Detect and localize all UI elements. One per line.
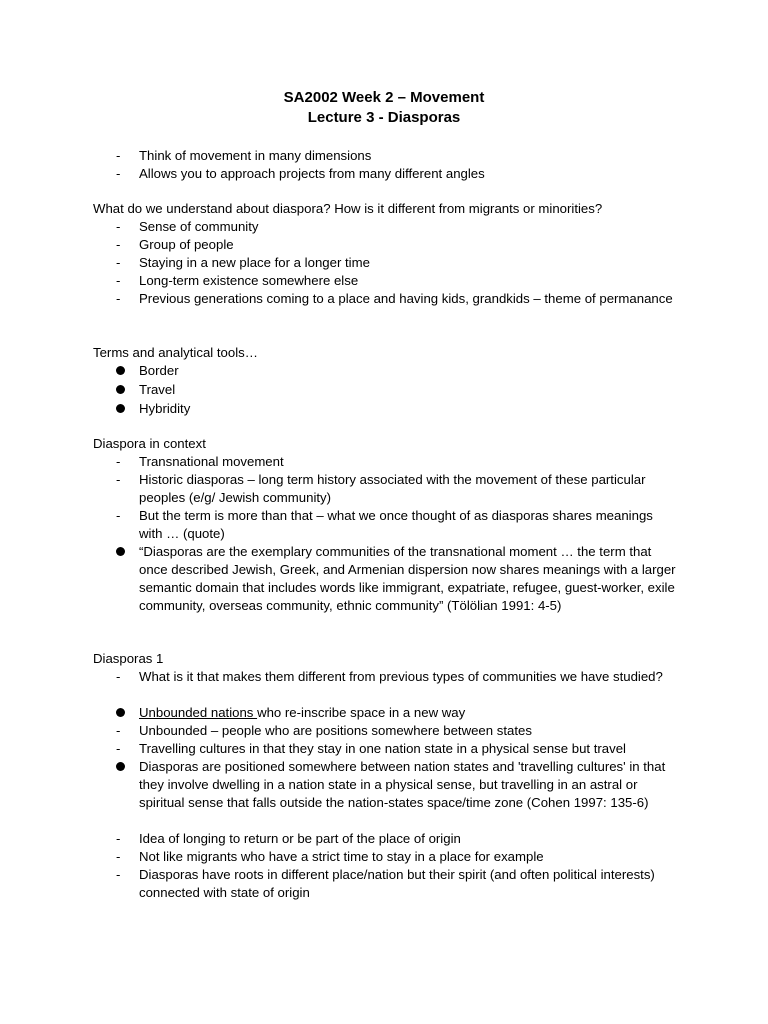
list-item-text: Historic diasporas – long term history associated with the movement of these particular peoples (e/g/ Jewish community) — [139, 472, 646, 505]
section-heading: Diasporas 1 — [93, 651, 164, 666]
dash-marker: - — [116, 508, 121, 523]
dash-marker: - — [116, 454, 121, 469]
list-item-text: What is it that makes them different from previous types of communities we have studied? — [139, 669, 663, 684]
dash-marker: - — [116, 148, 121, 163]
list-item-text: Idea of longing to return or be part of the place of origin — [139, 831, 461, 846]
list-item-text: Diasporas have roots in different place/nation but their spirit (and often political interests) connected with state of origin — [139, 867, 655, 900]
bullet-marker — [116, 404, 125, 413]
list-item-text: Group of people — [139, 237, 234, 252]
list-item-text: Diasporas are positioned somewhere between nation states and 'travelling cultures' in that they involve dwelling in a nation state in a physical sense, but travelling in an astral or spiritual sense that falls outside the nation-states space/time zone (Cohen 1997: 135-6) — [139, 759, 666, 810]
underlined-term: Unbounded nations — [139, 705, 258, 720]
dash-marker: - — [116, 237, 121, 252]
dash-marker: - — [116, 273, 121, 288]
list-item-text: Staying in a new place for a longer time — [139, 255, 370, 270]
quote-text: “Diasporas are the exemplary communities of the transnational moment … the term that once described Jewish, Greek, and Armenian dispersion now shares meanings with a larger semantic domain that includes words like immigrant, expatriate, refugee, guest-worker, exile community, overseas community, ethnic community” (Tölölian 1991: 4-5) — [139, 544, 676, 613]
list-item-text: Think of movement in many dimensions — [139, 148, 372, 163]
list-item-text: Border — [139, 363, 179, 378]
bullet-marker — [116, 708, 125, 717]
list-item-text: Sense of community — [139, 219, 259, 234]
dash-marker: - — [116, 255, 121, 270]
dash-marker: - — [116, 669, 121, 684]
list-item-text: Allows you to approach projects from many different angles — [139, 166, 485, 181]
list-item-text: Travel — [139, 382, 176, 397]
dash-marker: - — [116, 472, 121, 487]
section-heading: Terms and analytical tools… — [93, 345, 258, 360]
list-item-text: Travelling cultures in that they stay in one nation state in a physical sense but travel — [139, 741, 626, 756]
list-item-text: Unbounded – people who are positions somewhere between states — [139, 723, 532, 738]
bullet-marker — [116, 366, 125, 375]
lecture-subtitle: Lecture 3 - Diasporas — [307, 109, 461, 126]
section-heading: Diaspora in context — [93, 436, 206, 451]
dash-marker: - — [116, 741, 121, 756]
list-item-text: But the term is more than that – what we once thought of as diasporas shares meanings with … (quote) — [139, 508, 653, 541]
dash-marker: - — [116, 867, 121, 882]
document-title: SA2002 Week 2 – Movement — [283, 89, 485, 106]
list-item-text: Not like migrants who have a strict time to stay in a place for example — [139, 849, 544, 864]
dash-marker: - — [116, 723, 121, 738]
dash-marker: - — [116, 291, 121, 306]
dash-marker: - — [116, 849, 121, 864]
section-heading: What do we understand about diaspora? How is it different from migrants or minorities? — [93, 201, 603, 216]
dash-marker: - — [116, 219, 121, 234]
dash-marker: - — [116, 831, 121, 846]
list-item-text: Previous generations coming to a place and having kids, grandkids – theme of permanance — [139, 291, 673, 306]
list-item-text: Long-term existence somewhere else — [139, 273, 359, 288]
bullet-marker — [116, 547, 125, 556]
list-item-rest: who re-inscribe space in a new way — [257, 705, 466, 720]
list-item-text — [139, 704, 677, 722]
bullet-marker — [116, 385, 125, 394]
dash-marker: - — [116, 166, 121, 181]
bullet-marker — [116, 762, 125, 771]
list-item-text: Transnational movement — [139, 454, 284, 469]
list-item-text: Hybridity — [139, 401, 191, 416]
